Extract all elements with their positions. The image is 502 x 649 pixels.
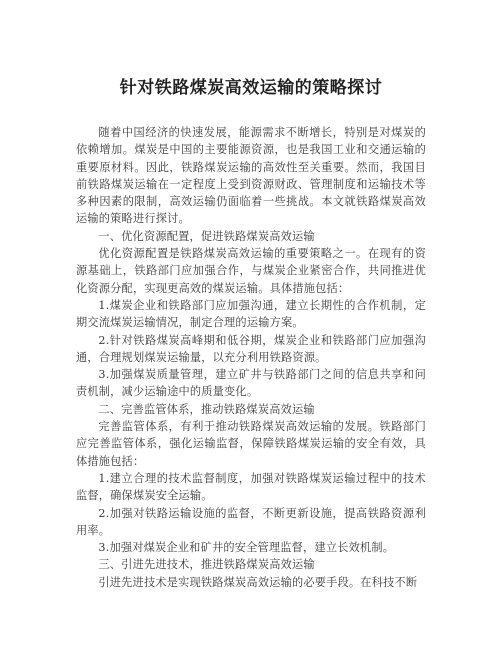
document-body [76,124,426,591]
list-item: 3.加强对煤炭企业和矿井的安全管理监督，建立长效机制。 [98,541,395,555]
section-heading-3: 三、引进先进技术，推进铁路煤炭高效运输 [98,558,315,572]
paragraph: 引进先进技术是实现铁路煤炭高效运输的必要手段。在科技不断 [98,575,418,589]
paragraph-intro: 随着中国经济的快速发展，能源需求不断增长，特别是对煤炭的依赖增加。煤炭是中国的主要能源资源，也是我国工业和交通运输的重要原材料。因此，铁路煤炭运输的高效性至关重要。然而，我国目前铁路煤炭运输在一定程度上受到资源财政、管理制度和运输技术等多种因素的限制，高效运输仍面临着一些挑战。本文就铁路煤炭高效运输的策略进行探讨。 [76,126,426,226]
list-item: 1.建立合理的技术监督制度，加强对铁路煤炭运输过程中的技术监督，确保煤炭安全运输。 [76,471,426,503]
list-item: 2.针对铁路煤炭高峰期和低谷期，煤炭企业和铁路部门应加强沟通，合理规划煤炭运输量，以充分利用铁路资源。 [76,333,426,364]
list-item: 2.加强对铁路运输设施的监督，不断更新设施，提高铁路资源利用率。 [76,506,426,537]
list-item: 3.加强煤炭质量管理，建立矿井与铁路部门之间的信息共享和问责机制，减少运输途中的质量变化。 [76,368,426,399]
list-item: 1.煤炭企业和铁路部门应加强沟通，建立长期性的合作机制，定期交流煤炭运输情况，制定合理的运输方案。 [76,298,426,330]
document-title: 针对铁路煤炭高效运输的策略探讨 [119,78,383,98]
paragraph: 完善监管体系，有利于推动铁路煤炭高效运输的发展。铁路部门应完善监管体系，强化运输监督，保障铁路煤炭运输的安全有效，具体措施包括： [76,420,426,468]
section-heading-1: 一、优化资源配置，促进铁路煤炭高效运输 [98,229,315,243]
section-heading-2: 二、完善监管体系，推动铁路煤炭高效运输 [98,402,315,416]
paragraph: 优化资源配置是铁路煤炭高效运输的重要策略之一。在现有的资源基础上，铁路部门应加强合作，与煤炭企业紧密合作，共同推进优化资源分配，实现更高效的煤炭运输。具体措施包括： [76,247,426,295]
